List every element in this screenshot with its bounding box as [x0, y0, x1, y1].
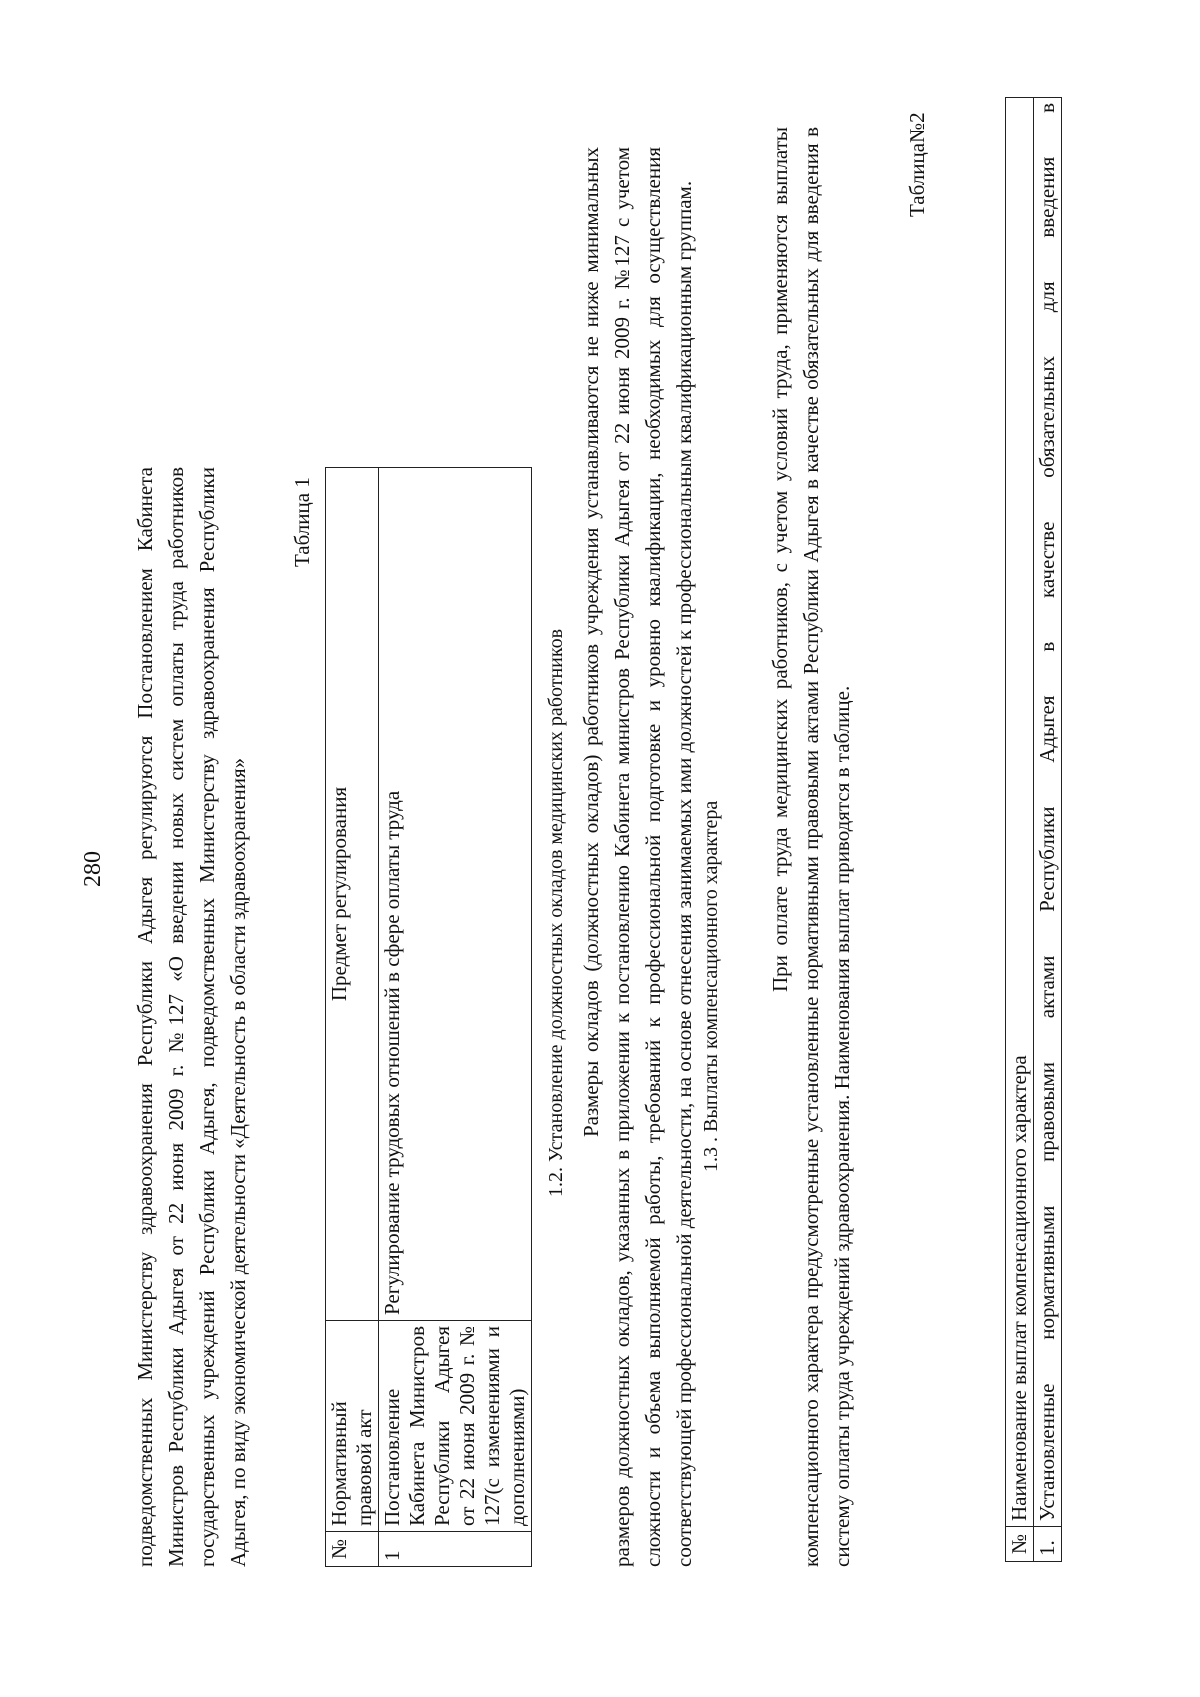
table2-header-name: Наименование выплат компенсационного характера	[1006, 98, 1034, 1527]
section-1-3-text: При оплате труда медицинских работников, с учетом условий труда, применяются выплаты компенсационного характера предусмотренные установленные нормативными правовыми актами Республики Адыгея в качестве обязательных для введения в систему оплаты труда учреждений здравоохранения. Наименования выплат приводятся в таблице.	[768, 127, 854, 1567]
section-1-2-heading: 1.2. Установление должностных окладов медицинских работников	[545, 628, 567, 1197]
table1-caption: Таблица 1	[290, 477, 314, 567]
table2-cell-name: Установленные нормативными правовыми актами Республики Адыгея в качестве обязательных для введения в	[1034, 98, 1062, 1527]
page-number: 280	[80, 851, 106, 887]
table1-cell-subject: Регулирование трудовых отношений в сфере оплаты труда	[379, 468, 532, 1321]
table1-header-act: Нормативный правовой акт	[326, 1321, 379, 1532]
table-row	[1034, 98, 1062, 1562]
table-2	[1005, 97, 1062, 1562]
section-1-3-heading: 1.3 . Выплаты компенсационного характера	[700, 800, 722, 1172]
table2-cell-num: 1.	[1034, 1527, 1062, 1562]
table1-header-num: №	[326, 1532, 379, 1567]
table1-header-subject: Предмет регулирования	[326, 468, 379, 1321]
section-1-2-text: Размеры окладов (должностных окладов) работников учреждения устанавливаются не ниже минимальных размеров должностных окладов, указанных в приложении к постановлению Кабинета министров Республики Адыгея от 22 июня 2009 г. №127 с учетом сложности и объема выполняемой работы, требований к профессиональной подготовке и уровню квалификации, необходимых для осуществления соответствующей профессиональной деятельности, на основе отнесения занимаемых ими должностей к профессиональным квалификационным группам.	[579, 147, 696, 1567]
intro-paragraph: подведомственных Министерству здравоохранения Республики Адыгея регулируются Постановлением Кабинета Министров Республики Адыгея от 22 июня 2009 г. №127 «О введении новых систем оплаты труда работников государственных учреждений Республики Адыгея, подведомственных Министерству здравоохранения Республики Адыгея, по виду экономической деятельности «Деятельность в области здравоохранения»	[133, 467, 250, 1567]
table2-caption: Таблица№2	[905, 112, 929, 217]
table2-header-num: №	[1006, 1527, 1034, 1562]
table1-header-row	[326, 468, 379, 1567]
table-row	[379, 468, 532, 1567]
table2-header-row	[1006, 98, 1034, 1562]
table1-cell-act: Постановление Кабинета Министров Республики Адыгея от 22 июня 2009 г. № 127(с изменениями и дополнениями)	[379, 1321, 532, 1532]
table1-cell-num: 1	[379, 1532, 532, 1567]
table-1	[325, 467, 532, 1567]
